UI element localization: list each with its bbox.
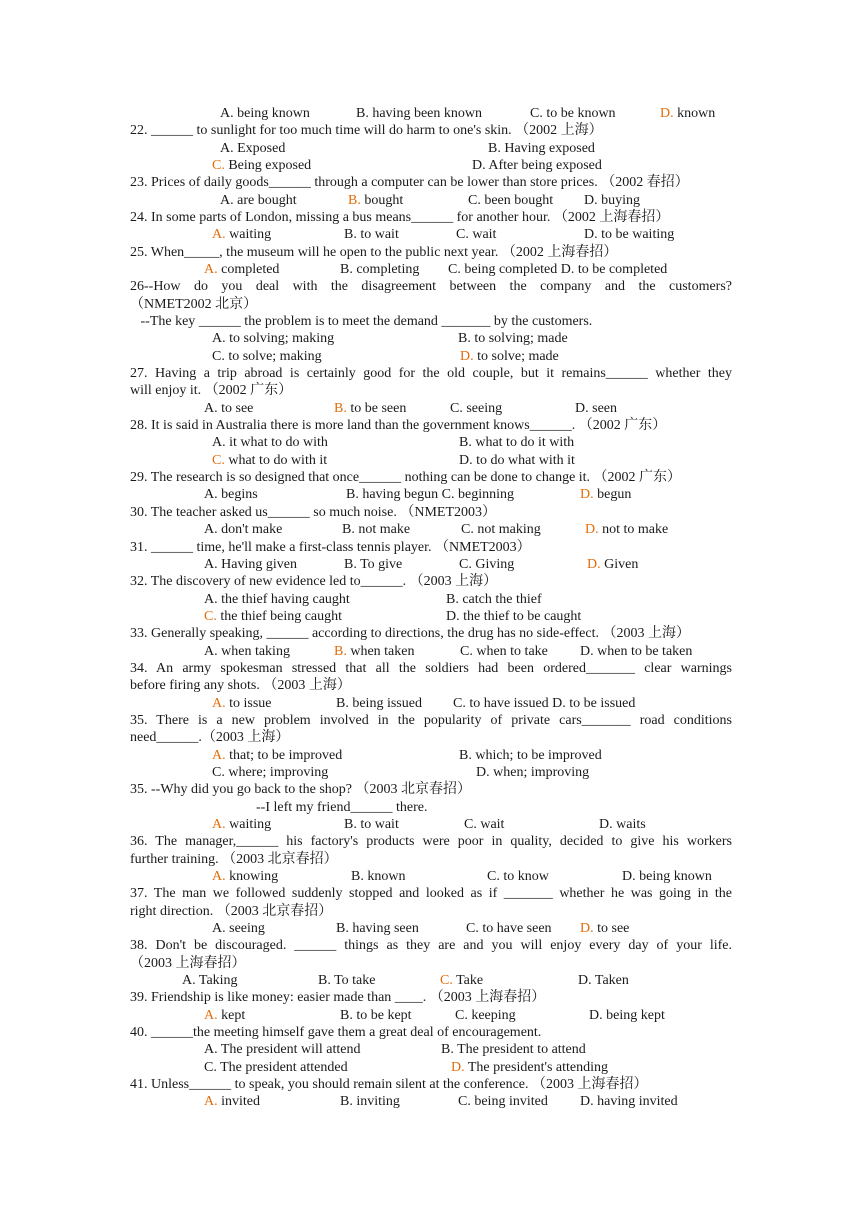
answer-option (459, 434, 574, 451)
option-text: not make (354, 522, 411, 538)
question-text-line: 30. The teacher asked us______ so much noise. （NMET2003） (130, 504, 497, 520)
option-text: it what to do with (225, 435, 328, 451)
option-text: to see (217, 400, 254, 416)
option-text: seen (588, 400, 618, 416)
option-letter: C. (212, 452, 225, 468)
answer-option (453, 695, 635, 712)
option-text: Being exposed (224, 158, 312, 174)
option-letter: A. (212, 816, 226, 832)
option-text: To give (356, 556, 403, 572)
option-letter: C. (212, 348, 225, 364)
question-text-line: right direction. （2003 北京春招） (130, 903, 333, 919)
question-text-line: 26--How do you deal with the disagreement between the company and the customers? (130, 279, 732, 295)
option-text: waits (612, 816, 646, 832)
option-letter: B. (459, 435, 472, 451)
answer-option (204, 591, 350, 608)
answer-option (468, 192, 553, 209)
option-text: having seen (348, 920, 419, 936)
question-text-line: 32. The discovery of new evidence led to______. （2003 上海） (130, 574, 498, 590)
answer-option-correct (212, 868, 278, 885)
answer-option-correct (440, 972, 483, 989)
question-text-line: 22. ______ to sunlight for too much time will do harm to one's skin. （2002 上海） (130, 123, 603, 139)
answer-option-correct (212, 226, 271, 243)
option-text: to be kept (352, 1007, 412, 1023)
option-letter: C. (453, 695, 466, 711)
answer-option (448, 261, 667, 278)
answer-option (575, 400, 617, 417)
option-text: The president attended (216, 1059, 348, 1075)
answer-option (336, 695, 422, 712)
option-letter: D. (584, 227, 598, 243)
option-letter: A. (220, 192, 234, 208)
question-text-line: 27. Having a trip abroad is certainly good for the old couple, but it remains______ whether they (130, 366, 732, 382)
answer-option (204, 521, 282, 538)
question-text-line: 31. ______ time, he'll make a first-class tennis player. （NMET2003） (130, 539, 531, 555)
answer-option-correct (212, 452, 327, 469)
option-letter: B. (336, 920, 349, 936)
answer-option (204, 1041, 360, 1058)
answer-option (446, 591, 542, 608)
option-text: begun (593, 487, 632, 503)
option-letter: A. (212, 747, 226, 763)
option-letter: D. (580, 643, 594, 659)
option-letter: D. (460, 348, 474, 364)
question-text-line: 38. Don't be discouraged. ______ things as they are and you will enjoy every day of your life. (130, 938, 732, 954)
option-letter: A. (212, 227, 226, 243)
option-letter: D. (587, 556, 601, 572)
answer-option-correct (204, 608, 342, 625)
option-text: to solve; making (224, 348, 322, 364)
answer-option (460, 643, 548, 660)
answer-option (342, 521, 410, 538)
answer-option-correct (334, 400, 406, 417)
option-text: to be waiting (597, 227, 675, 243)
option-letter: C. (459, 556, 472, 572)
option-letter: A. (212, 331, 226, 347)
option-letter: A. (212, 920, 226, 936)
option-letter: A. (204, 1094, 218, 1110)
question-text-line: 41. Unless______ to speak, you should remain silent at the conference. （2003 上海春招） (130, 1077, 648, 1093)
question-text-line: （2003 上海春招） (130, 955, 246, 971)
option-text: inviting (352, 1094, 400, 1110)
option-text: The president's attending (464, 1059, 609, 1075)
option-text: completing (352, 262, 420, 278)
option-text: when; improving (489, 764, 590, 780)
option-text: to issue (225, 695, 272, 711)
answer-option (346, 486, 514, 503)
option-text: having begun C. beginning (358, 487, 514, 503)
answer-option (318, 972, 375, 989)
option-letter: A. (204, 591, 218, 607)
option-text: Taken (591, 973, 629, 988)
option-text: completed (217, 262, 280, 278)
option-letter: A. (204, 643, 218, 659)
option-text: to solving; made (470, 331, 568, 347)
option-text: Exposed (233, 140, 286, 156)
option-text: catch the thief (458, 591, 542, 607)
answer-option-correct (212, 747, 342, 764)
option-letter: B. (459, 747, 472, 763)
option-text: to solving; making (225, 331, 335, 347)
answer-option (204, 643, 290, 660)
question-text-line: 33. Generally speaking, ______ according to directions, the drug has no side-effect. （2003 上海） (130, 626, 690, 642)
option-text: the thief having caught (217, 591, 350, 607)
option-letter: D. (584, 192, 598, 208)
answer-option (450, 400, 502, 417)
answer-option (466, 920, 552, 937)
option-letter: A. (204, 1007, 218, 1023)
question-text-line: 25. When_____, the museum will he open to the public next year. （2002 上海春招） (130, 244, 618, 260)
option-text: waiting (225, 227, 272, 243)
option-text: been bought (480, 192, 554, 208)
option-text: when to be taken (593, 643, 693, 659)
answer-option (580, 1093, 678, 1110)
answer-option (220, 192, 297, 209)
option-text: what to do it with (471, 435, 575, 451)
option-text: what to do with it (224, 452, 328, 468)
option-letter: B. (336, 695, 349, 711)
option-letter: C. (455, 1007, 468, 1023)
option-text: being kept (602, 1007, 665, 1023)
answer-option (584, 226, 674, 243)
option-letter: A. (204, 1042, 218, 1058)
option-letter: D. (580, 1094, 594, 1110)
option-letter: A. (212, 695, 226, 711)
option-text: known (673, 106, 716, 121)
option-letter: B. (446, 591, 459, 607)
option-text: don't make (217, 522, 283, 538)
question-text-line: --I left my friend______ there. (130, 799, 428, 815)
answer-option (622, 868, 712, 885)
answer-option (472, 157, 602, 174)
option-letter: D. (451, 1059, 465, 1075)
answer-option-correct (348, 192, 403, 209)
answer-option (584, 192, 640, 209)
option-letter: B. (340, 262, 353, 278)
option-text: to see (593, 920, 630, 936)
option-letter: B. (344, 556, 357, 572)
answer-option (456, 226, 496, 243)
option-text: Take (452, 973, 484, 988)
option-letter: A. (220, 140, 234, 156)
option-text: to do what with it (472, 452, 575, 468)
option-text: being known (635, 868, 712, 884)
answer-option (212, 764, 328, 781)
option-text: Taking (195, 973, 238, 988)
option-text: to have seen (478, 920, 552, 936)
option-text: Having exposed (500, 140, 595, 156)
option-text: to be seen (346, 400, 407, 416)
option-text: Given (600, 556, 639, 572)
option-text: being known (233, 106, 310, 121)
option-letter: C. (440, 973, 453, 988)
option-letter: A. (212, 868, 226, 884)
option-letter: B. (441, 1042, 454, 1058)
answer-option (340, 261, 419, 278)
option-letter: C. (487, 868, 500, 884)
option-text: being invited (470, 1094, 548, 1110)
option-letter: C. (466, 920, 479, 936)
answer-option (488, 140, 595, 157)
option-letter: C. (212, 764, 225, 780)
option-letter: A. (220, 106, 234, 121)
question-text-line: need______.（2003 上海） (130, 730, 290, 746)
option-letter: D. (599, 816, 613, 832)
question-text-line: 40. ______the meeting himself gave them a great deal of encouragement. (130, 1025, 542, 1041)
option-letter: C. (204, 608, 217, 624)
option-text: which; to be improved (471, 747, 602, 763)
option-letter: A. (182, 973, 196, 988)
option-text: where; improving (224, 764, 329, 780)
option-letter: C. (530, 106, 543, 121)
answer-option (578, 972, 629, 989)
answer-option (220, 140, 285, 157)
option-text: that; to be improved (225, 747, 343, 763)
answer-option (459, 452, 575, 469)
option-text: having been known (368, 106, 482, 121)
answer-option (212, 330, 334, 347)
option-letter: A. (204, 400, 218, 416)
answer-option (476, 764, 589, 781)
option-letter: B. (344, 816, 357, 832)
answer-option-correct (204, 261, 279, 278)
option-letter: B. (318, 973, 331, 988)
option-text: are bought (233, 192, 297, 208)
option-text: keeping (467, 1007, 516, 1023)
option-text: waiting (225, 816, 272, 832)
option-letter: C. (461, 522, 474, 538)
question-text-line: 36. The manager,______ his factory's products were poor in quality, decided to give his workers (130, 834, 732, 850)
option-letter: C. (212, 158, 225, 174)
answer-option (458, 1093, 548, 1110)
question-text-line: 24. In some parts of London, missing a bus means______ for another hour. （2002 上海春招） (130, 210, 670, 226)
answer-option-correct (451, 1059, 608, 1076)
answer-option-correct (204, 1093, 260, 1110)
answer-option-correct (585, 521, 668, 538)
option-letter: D. (575, 400, 589, 416)
question-text-line: 28. It is said in Australia there is more land than the government knows______. （2002 广东） (130, 418, 667, 434)
option-letter: D. (472, 158, 486, 174)
option-text: bought (360, 192, 404, 208)
option-text: The president will attend (217, 1042, 361, 1058)
option-letter: B. (340, 1007, 353, 1023)
answer-option (446, 608, 581, 625)
option-letter: B. (488, 140, 501, 156)
option-letter: D. (459, 452, 473, 468)
option-letter: C. (464, 816, 477, 832)
option-text: The president to attend (453, 1042, 586, 1058)
option-letter: A. (204, 556, 218, 572)
answer-option (530, 105, 616, 122)
answer-option-correct (660, 105, 715, 122)
option-text: Giving (471, 556, 515, 572)
option-text: After being exposed (485, 158, 602, 174)
answer-option-correct (212, 157, 311, 174)
answer-option (589, 1007, 665, 1024)
question-text-line: before firing any shots. （2003 上海） (130, 678, 351, 694)
answer-option (204, 486, 258, 503)
option-letter: D. (476, 764, 490, 780)
question-text-line: 35. --Why did you go back to the shop? （2003 北京春招） (130, 782, 472, 798)
answer-option (212, 434, 328, 451)
answer-option (344, 556, 402, 573)
option-text: seeing (225, 920, 265, 936)
option-text: to know (499, 868, 549, 884)
option-text: Having given (217, 556, 297, 572)
option-letter: B. (334, 400, 347, 416)
option-letter: B. (458, 331, 471, 347)
answer-option (459, 747, 602, 764)
option-text: begins (217, 487, 258, 503)
answer-option (356, 105, 482, 122)
option-text: being issued (348, 695, 422, 711)
option-letter: D. (446, 608, 460, 624)
option-letter: D. (622, 868, 636, 884)
answer-option-correct (460, 348, 559, 365)
question-text-line: 23. Prices of daily goods______ through a computer can be lower than store prices. （2002 春招） (130, 175, 689, 191)
option-letter: A. (204, 487, 218, 503)
option-letter: C. (458, 1094, 471, 1110)
option-text: not making (473, 522, 541, 538)
answer-option (340, 1093, 400, 1110)
option-letter: D. (580, 487, 594, 503)
option-letter: D. (578, 973, 592, 988)
option-text: wait (468, 227, 497, 243)
option-letter: C. (456, 227, 469, 243)
option-text: To take (330, 973, 376, 988)
answer-option-correct (212, 695, 272, 712)
option-text: known (363, 868, 406, 884)
option-text: when taking (217, 643, 290, 659)
answer-option (182, 972, 238, 989)
answer-option (204, 1059, 348, 1076)
option-letter: C. (204, 1059, 217, 1075)
option-text: seeing (462, 400, 503, 416)
option-letter: D. (660, 106, 674, 121)
question-text-line: （NMET2002 北京） (130, 296, 258, 312)
answer-option (599, 816, 646, 833)
answer-option (458, 330, 568, 347)
answer-option (487, 868, 549, 885)
question-text-line: 29. The research is so designed that once______ nothing can be done to change it. （2002 广东） (130, 470, 682, 486)
answer-option (461, 521, 541, 538)
option-text: wait (476, 816, 505, 832)
answer-option (464, 816, 504, 833)
answer-option (204, 400, 253, 417)
answer-option (455, 1007, 516, 1024)
option-letter: B. (334, 643, 347, 659)
option-letter: C. (468, 192, 481, 208)
option-letter: B. (346, 487, 359, 503)
option-text: to solve; made (473, 348, 559, 364)
option-letter: A. (204, 262, 218, 278)
option-text: the thief to be caught (459, 608, 582, 624)
option-letter: D. (580, 920, 594, 936)
answer-option-correct (580, 486, 631, 503)
answer-option (344, 226, 399, 243)
question-text-line: 39. Friendship is like money: easier made than ____. （2003 上海春招） (130, 990, 546, 1006)
option-letter: B. (342, 522, 355, 538)
option-text: when to take (472, 643, 548, 659)
question-text-line: --The key ______ the problem is to meet the demand _______ by the customers. (130, 314, 593, 330)
answer-option (212, 348, 322, 365)
option-letter: C. (450, 400, 463, 416)
answer-option (459, 556, 514, 573)
option-text: kept (217, 1007, 246, 1023)
answer-option-correct (212, 816, 271, 833)
option-text: being completed D. to be completed (460, 262, 668, 278)
answer-option (340, 1007, 412, 1024)
option-text: to wait (356, 816, 399, 832)
option-letter: B. (348, 192, 361, 208)
answer-option-correct (334, 643, 415, 660)
answer-option (580, 643, 692, 660)
option-text: having invited (593, 1094, 678, 1110)
option-text: when taken (346, 643, 415, 659)
question-text-line: 35. There is a new problem involved in the popularity of private cars_______ road conditions (130, 712, 732, 728)
option-letter: B. (356, 106, 369, 121)
answer-option (220, 105, 310, 122)
option-letter: C. (448, 262, 461, 278)
option-text: to be known (542, 106, 616, 121)
question-text-line: 37. The man we followed suddenly stopped and looked as if _______ whether he was going in the (130, 886, 732, 902)
option-text: to wait (356, 227, 399, 243)
option-letter: B. (351, 868, 364, 884)
option-text: to have issued D. to be issued (465, 695, 636, 711)
answer-option (204, 556, 297, 573)
option-text: knowing (225, 868, 279, 884)
option-letter: D. (589, 1007, 603, 1023)
option-letter: B. (340, 1094, 353, 1110)
question-text-line: will enjoy it. （2002 广东） (130, 383, 293, 399)
option-letter: A. (212, 435, 226, 451)
answer-option-correct (204, 1007, 245, 1024)
option-letter: B. (344, 227, 357, 243)
option-text: not to make (598, 522, 669, 538)
option-letter: C. (460, 643, 473, 659)
option-text: buying (597, 192, 641, 208)
answer-option (351, 868, 405, 885)
answer-option (344, 816, 399, 833)
answer-option (212, 920, 265, 937)
question-text-line: further training. （2003 北京春招） (130, 851, 338, 867)
option-letter: A. (204, 522, 218, 538)
option-text: invited (217, 1094, 261, 1110)
answer-option-correct (580, 920, 629, 937)
answer-option (441, 1041, 586, 1058)
answer-option-correct (587, 556, 638, 573)
answer-option (336, 920, 419, 937)
question-text-line: 34. An army spokesman stressed that all the soldiers had been ordered_______ clear warnings (130, 660, 732, 676)
option-letter: D. (585, 522, 599, 538)
option-text: the thief being caught (216, 608, 343, 624)
